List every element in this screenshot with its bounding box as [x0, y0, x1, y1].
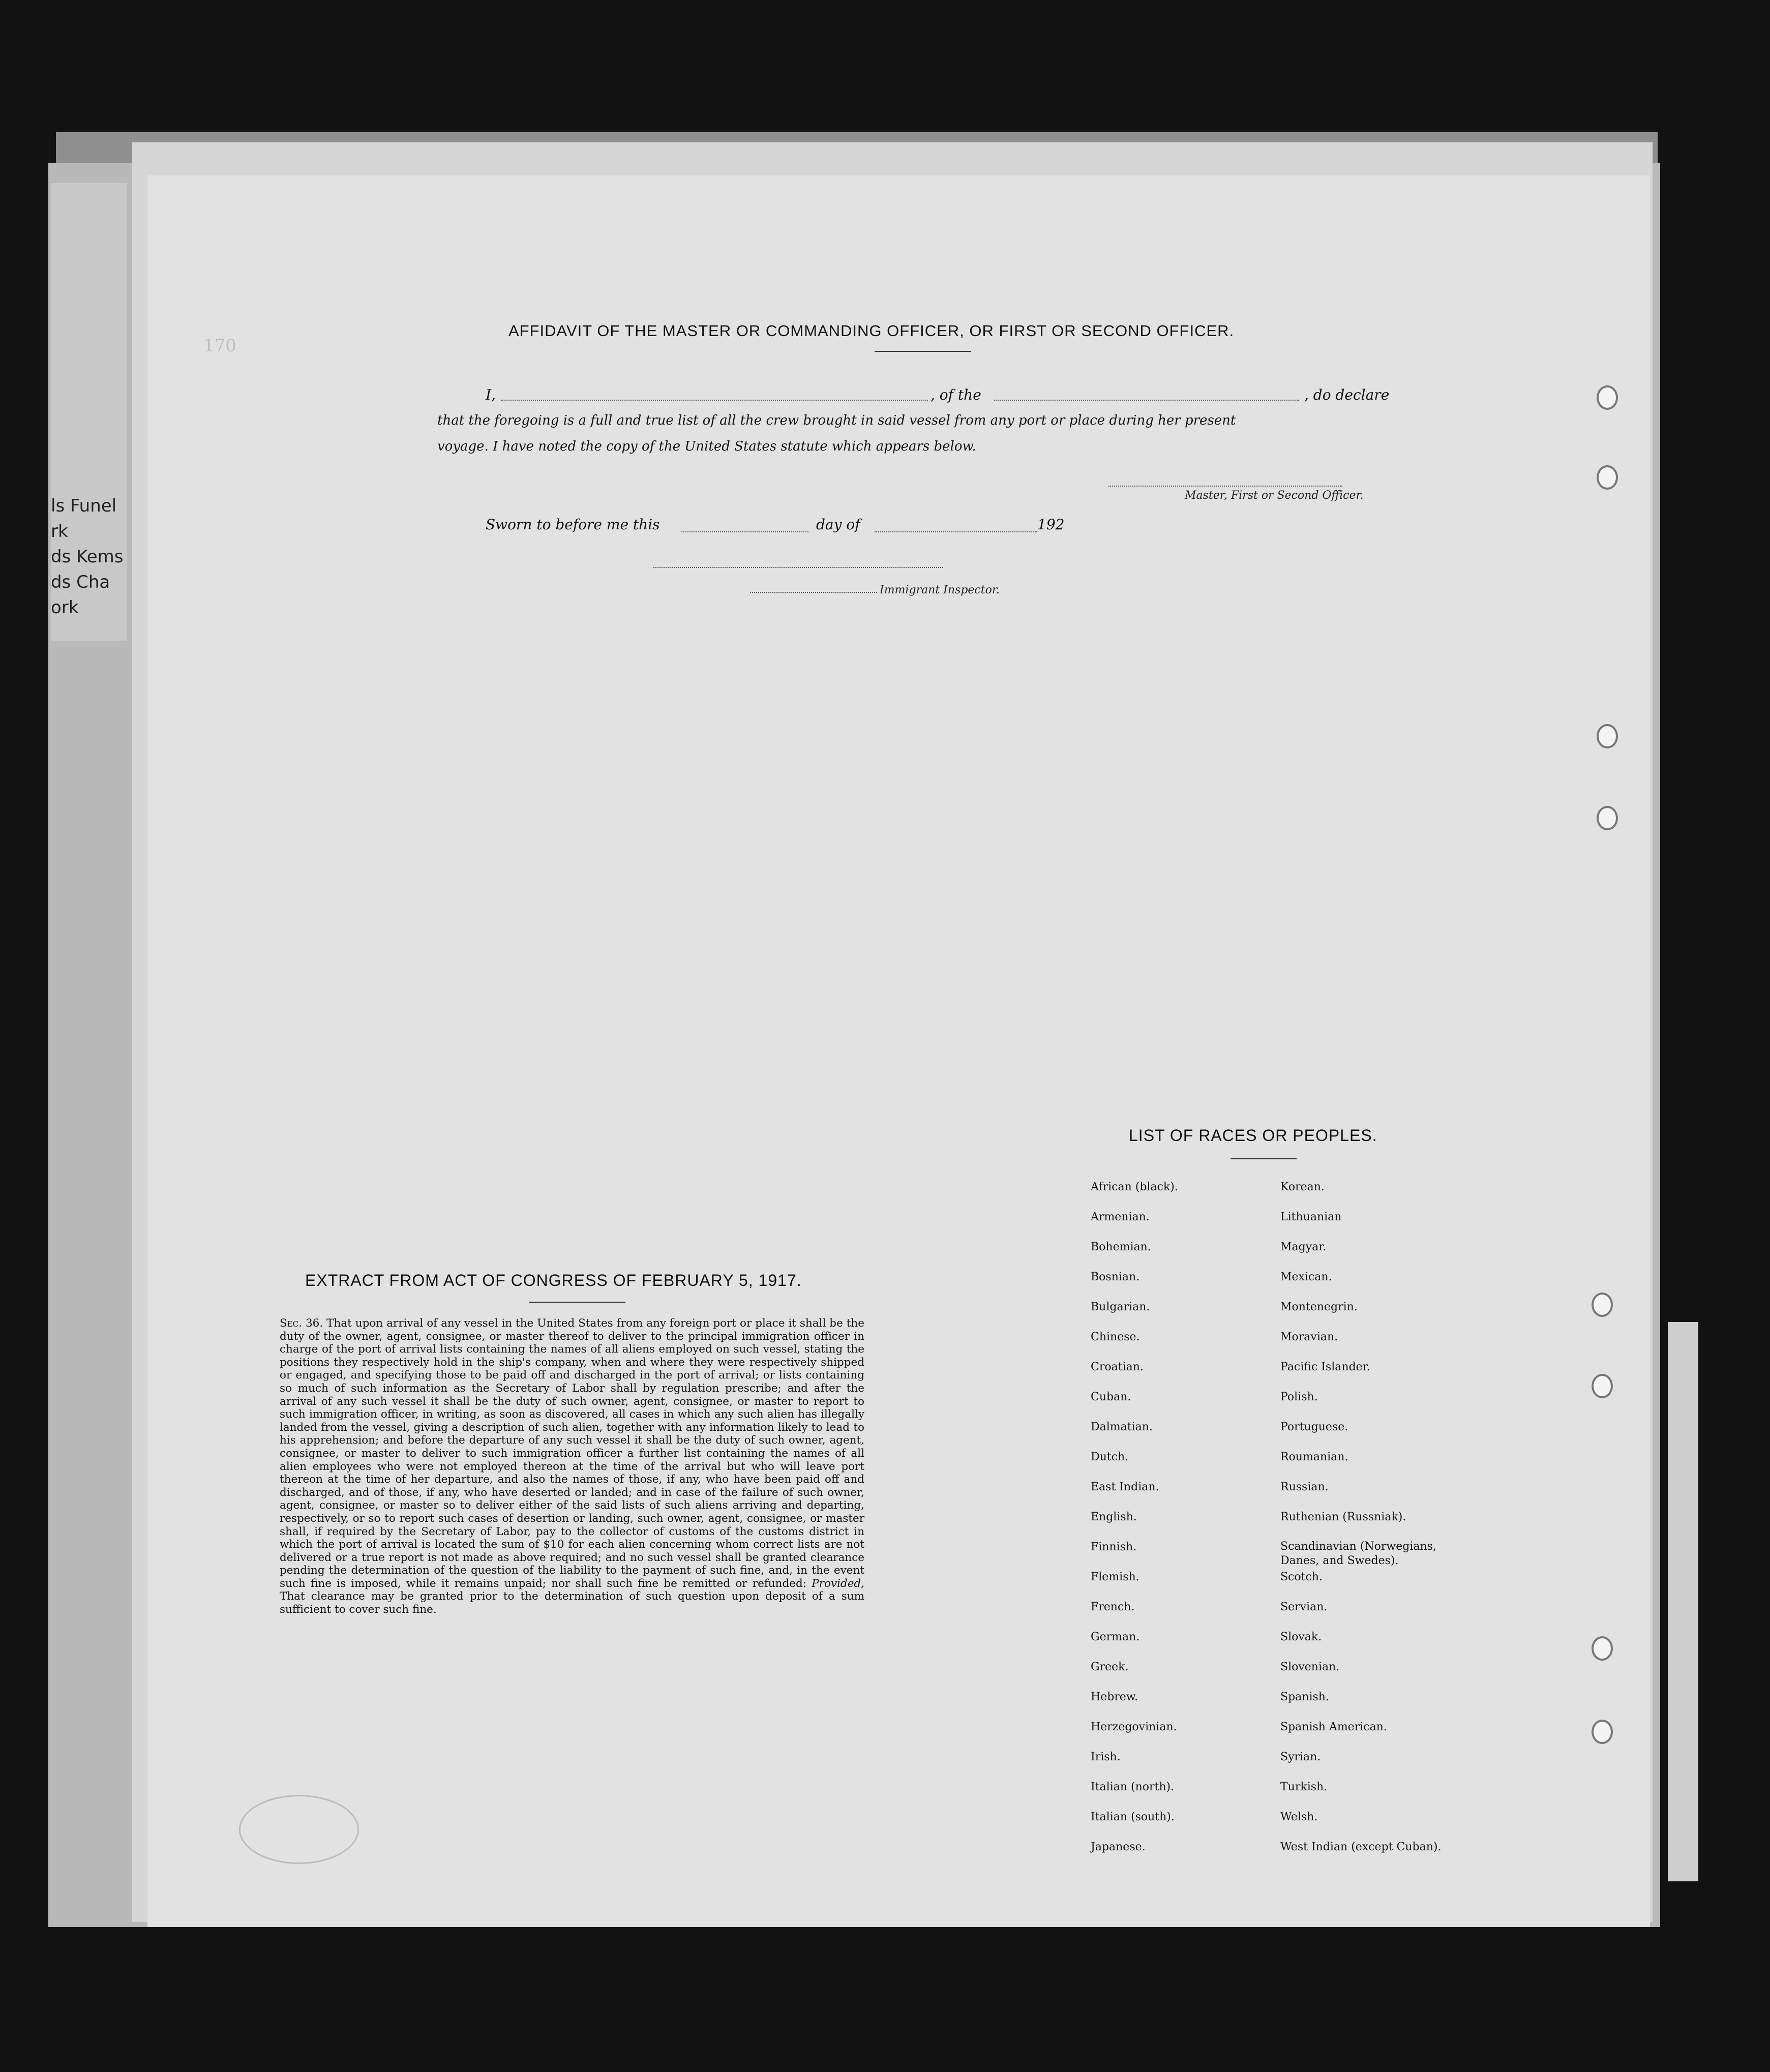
extract-title: EXTRACT FROM ACT OF CONGRESS OF FEBRUARY 5, 1917. — [305, 1271, 802, 1289]
race-entry-col2: Magyar. — [1280, 1241, 1327, 1253]
race-entry-col2: Slovak. — [1280, 1631, 1322, 1643]
race-entry-col2: Welsh. — [1280, 1811, 1318, 1823]
section-body-1: That upon arrival of any vessel in the United States from any foreign port or place it shall be the duty of the owner, agent, consignee, or master thereof to deliver to the principal immigration officer in charge of the port of arrival lists containing the names of all aliens employed on such vessel, stating the positions they respectively hold in the ship's company, when and where they were respectively shipped or engaged, and specifying those to be paid off and discharged in the port of arrival; or lists containing so much of such information as the Secretary of Labor shall by regulation prescribe; and after the arrival of any such vessel it shall be the duty of such owner, agent, consignee, or master to report to such immigration officer, in writing, as soon as discovered, all cases in which any such alien has illegally landed from the vessel, giving a description of such alien, together with any information likely to lead to his apprehension; and before the departure of any such vessel it shall be the duty of such owner, agent, consignee, or master to deliver to such immigration officer a further list containing the names of all alien employees who were not employed thereon at the time of the arrival but who will leave port thereon at the time of her departure, and also the names of those, if any, who have been paid off and discharged, and of those, if any, who have deserted or landed; and in case of the failure of such owner, agent, consignee, or master so to deliver either of the said lists of such aliens arriving and departing, respectively, or so to report such cases of desertion or landing, such owner, agent, consignee, or master shall, if required by the Secretary of Labor, pay to the collector of customs of the customs district in which the port of arrival is located the sum of $10 for each alien concerning whom correct lists are not delivered or a true report is not made as above required; and no such vessel shall be granted clearance pending the determination of the question of the liability to the payment of such fine, and, in the event such fine is imposed, while it remains unpaid; nor shall such fine be remitted or refunded: — [280, 1317, 864, 1590]
binder-hole — [1592, 1636, 1613, 1661]
race-entry-col1: Croatian. — [1091, 1361, 1144, 1373]
sworn-text: Sworn to before me this — [486, 516, 660, 533]
race-entry-col1: Bohemian. — [1091, 1241, 1151, 1253]
sworn-year: 192 — [1037, 516, 1065, 533]
left-strip-fragment: ds Cha — [51, 572, 110, 592]
left-strip-fragment: ls Funel — [51, 496, 117, 516]
master-signature-line — [1108, 486, 1342, 487]
races-column-1 — [1091, 1180, 1178, 1870]
sworn-day-of: day of — [816, 516, 860, 533]
race-entry-col1: Cuban. — [1091, 1391, 1131, 1403]
section-label: Sec. 36. — [280, 1317, 323, 1330]
race-entry-col2: Russian. — [1280, 1481, 1329, 1493]
race-entry-col2: Moravian. — [1280, 1331, 1338, 1343]
extract-title-rule — [529, 1302, 625, 1303]
race-entry-col2: Slovenian. — [1280, 1661, 1340, 1673]
race-entry-col1: English. — [1091, 1511, 1137, 1523]
right-paper-scraps — [1668, 1322, 1698, 1881]
inspector-signature-line-top — [653, 567, 943, 568]
faded-stamp — [239, 1795, 359, 1864]
race-entry-col1: Flemish. — [1091, 1571, 1139, 1583]
affidavit-line2: that the foregoing is a full and true list of all the crew brought in said vessel from any port or place during her present — [437, 413, 1236, 428]
race-entry-col2: Roumanian. — [1280, 1451, 1348, 1463]
race-entry-col1: Chinese. — [1091, 1331, 1140, 1343]
race-entry-col2: Pacific Islander. — [1280, 1361, 1370, 1373]
races-column-2 — [1280, 1180, 1443, 1870]
left-strip-fragment: ds Kems — [51, 547, 124, 567]
binder-hole — [1592, 1720, 1613, 1744]
race-entry-col2: Portuguese. — [1280, 1421, 1348, 1433]
sworn-month-line — [875, 531, 1037, 532]
race-entry-col1: German. — [1091, 1631, 1140, 1643]
inspector-label: Immigrant Inspector. — [880, 584, 1000, 596]
inspector-signature-line — [750, 592, 877, 593]
race-entry-col2: Spanish. — [1280, 1691, 1329, 1703]
affidavit-title-rule — [875, 351, 971, 352]
race-entry-col1: Herzegovinian. — [1091, 1721, 1177, 1733]
race-entry-col1: French. — [1091, 1601, 1135, 1613]
race-entry-col2: Montenegrin. — [1280, 1301, 1358, 1313]
race-entry-col2: Spanish American. — [1280, 1721, 1387, 1733]
vessel-name-line — [994, 400, 1299, 401]
binder-hole — [1597, 806, 1618, 830]
binder-hole — [1592, 1293, 1613, 1317]
race-entry-col2: Lithuanian — [1280, 1211, 1342, 1223]
binder-hole — [1592, 1374, 1613, 1398]
race-entry-col1: Finnish. — [1091, 1541, 1137, 1553]
race-entry-col1: Greek. — [1091, 1661, 1129, 1673]
officer-name-line — [501, 400, 928, 401]
race-entry-col1: Irish. — [1091, 1751, 1121, 1763]
race-entry-col2: Scandinavian (Norwegians, Danes, and Swedes). — [1280, 1540, 1436, 1567]
race-entry-col1: Dalmatian. — [1091, 1421, 1153, 1433]
left-strip-fragment: ork — [51, 597, 79, 618]
race-entry-col2: Servian. — [1280, 1601, 1328, 1613]
race-entry-col2: Syrian. — [1280, 1751, 1321, 1763]
section-provided: Provided, — [812, 1577, 865, 1590]
race-entry-col1: African (black). — [1091, 1181, 1178, 1193]
master-signature-label: Master, First or Second Officer. — [1185, 489, 1364, 502]
race-entry-col2: Ruthenian (Russniak). — [1280, 1511, 1406, 1523]
races-title: LIST OF RACES OR PEOPLES. — [1129, 1126, 1377, 1145]
races-title-rule — [1231, 1158, 1297, 1159]
race-entry-col2: Polish. — [1280, 1391, 1318, 1403]
affidavit-line3: voyage. I have noted the copy of the United States statute which appears below. — [437, 439, 976, 454]
race-entry-col2: Mexican. — [1280, 1271, 1332, 1283]
race-entry-col2: Korean. — [1280, 1181, 1325, 1193]
race-entry-col2: Turkish. — [1280, 1781, 1328, 1793]
affidavit-line1-start: I, — [486, 386, 496, 403]
race-entry-col2: Scotch. — [1280, 1571, 1323, 1583]
race-entry-col1: Italian (south). — [1091, 1811, 1175, 1823]
race-entry-col1: Hebrew. — [1091, 1691, 1138, 1703]
binder-hole — [1597, 465, 1618, 490]
race-entry-col1: East Indian. — [1091, 1481, 1159, 1493]
race-entry-col1: Dutch. — [1091, 1451, 1129, 1463]
race-entry-col1: Bulgarian. — [1091, 1301, 1150, 1313]
sworn-day-line — [681, 531, 808, 532]
affidavit-line1-mid: , of the — [931, 386, 981, 403]
section-body-2: That clearance may be granted prior to the determination of such question upon deposit of a sum sufficient to cover such fine. — [280, 1590, 864, 1616]
race-entry-col2: West Indian (except Cuban). — [1280, 1841, 1442, 1853]
binder-hole — [1597, 724, 1618, 748]
race-entry-col1: Japanese. — [1091, 1841, 1146, 1853]
section-36-text — [280, 1317, 864, 1616]
left-strip-fragment: rk — [51, 521, 68, 542]
affidavit-title: AFFIDAVIT OF THE MASTER OR COMMANDING OFFICER, OR FIRST OR SECOND OFFICER. — [508, 322, 1235, 340]
margin-number: 170 — [203, 336, 236, 356]
affidavit-line1-end: , do declare — [1304, 386, 1390, 403]
race-entry-col1: Armenian. — [1091, 1211, 1150, 1223]
binder-hole — [1597, 385, 1618, 410]
race-entry-col1: Italian (north). — [1091, 1781, 1175, 1793]
race-entry-col1: Bosnian. — [1091, 1271, 1140, 1283]
